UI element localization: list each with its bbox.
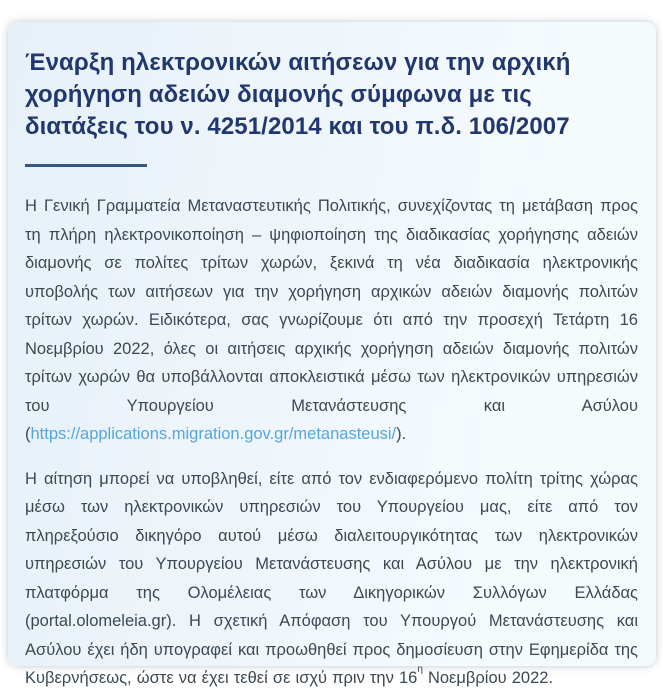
paragraph-intro <box>25 192 638 449</box>
paragraph-submission <box>25 465 638 693</box>
paragraph-submission-closing: Νοεμβρίου 2022. <box>422 669 554 687</box>
article-title: Έναρξη ηλεκτρονικών αιτήσεων για την αρχική χορήγηση αδειών διαμονής σύμφωνα με τις διατάξεις του ν. 4251/2014 και του π.δ. 106/2007 <box>25 49 571 140</box>
paragraph-intro-text: Η Γενική Γραμματεία Μεταναστευτικής Πολιτικής, συνεχίζοντας τη μετάβαση προς τη πλήρη ηλεκτρονικοποίηση – ψηφιοποίηση της διαδικασίας χορήγησης αδειών διαμονής σε πολίτες τρίτων χωρών, ξεκινά τη νέα διαδικασία ηλεκτρονικής υποβολής των αιτήσεων για την χορήγηση αρχικών αδειών διαμονής πολιτών τρίτων χωρών. Ειδικότερα, σας γνωρίζουμε ότι από την προσεχή Τετάρτη 16 Νοεμβρίου 2022, όλες οι αιτήσεις αρχικής χορήγηση αδειών διαμονής πολιτών τρίτων χωρών θα υποβάλλονται αποκλειστικά μέσω των ηλεκτρονικών υπηρεσιών του Υπουργείου Μετανάστευσης και Ασύλου ( <box>25 197 638 443</box>
applications-migration-link[interactable]: https://applications.migration.gov.gr/metanasteusi/ <box>30 425 397 443</box>
date-ordinal-superscript: η <box>417 664 423 675</box>
paragraph-submission-text: Η αίτηση μπορεί να υποβληθεί, είτε από τον ενδιαφερόμενο πολίτη τρίτης χώρας μέσω των ηλεκτρονικών υπηρεσιών του Υπουργείου μας, είτε από τον πληρεξούσιο δικηγόρο αυτού μέσω διαλειτουργικότητας των ηλεκτρονικών υπηρεσιών του Υπουργείου Μετανάστευσης και Ασύλου με την ηλεκτρονική πλατφόρμα της Ολομέλειας των Δικηγορικών Συλλόγων Ελλάδας (portal.olomeleia.gr). Η σχετική Απόφαση του Υπουργού Μετανάστευσης και Ασύλου έχει ήδη υπογραφεί και προωθηθεί προς δημοσίευση στην Εφημερίδα της Κυβερνήσεως, ώστε να έχει τεθεί σε ισχύ πριν την 16 <box>25 469 638 687</box>
announcement-card <box>8 22 656 687</box>
title-divider <box>25 164 147 167</box>
paragraph-intro-closing: ). <box>396 425 407 443</box>
